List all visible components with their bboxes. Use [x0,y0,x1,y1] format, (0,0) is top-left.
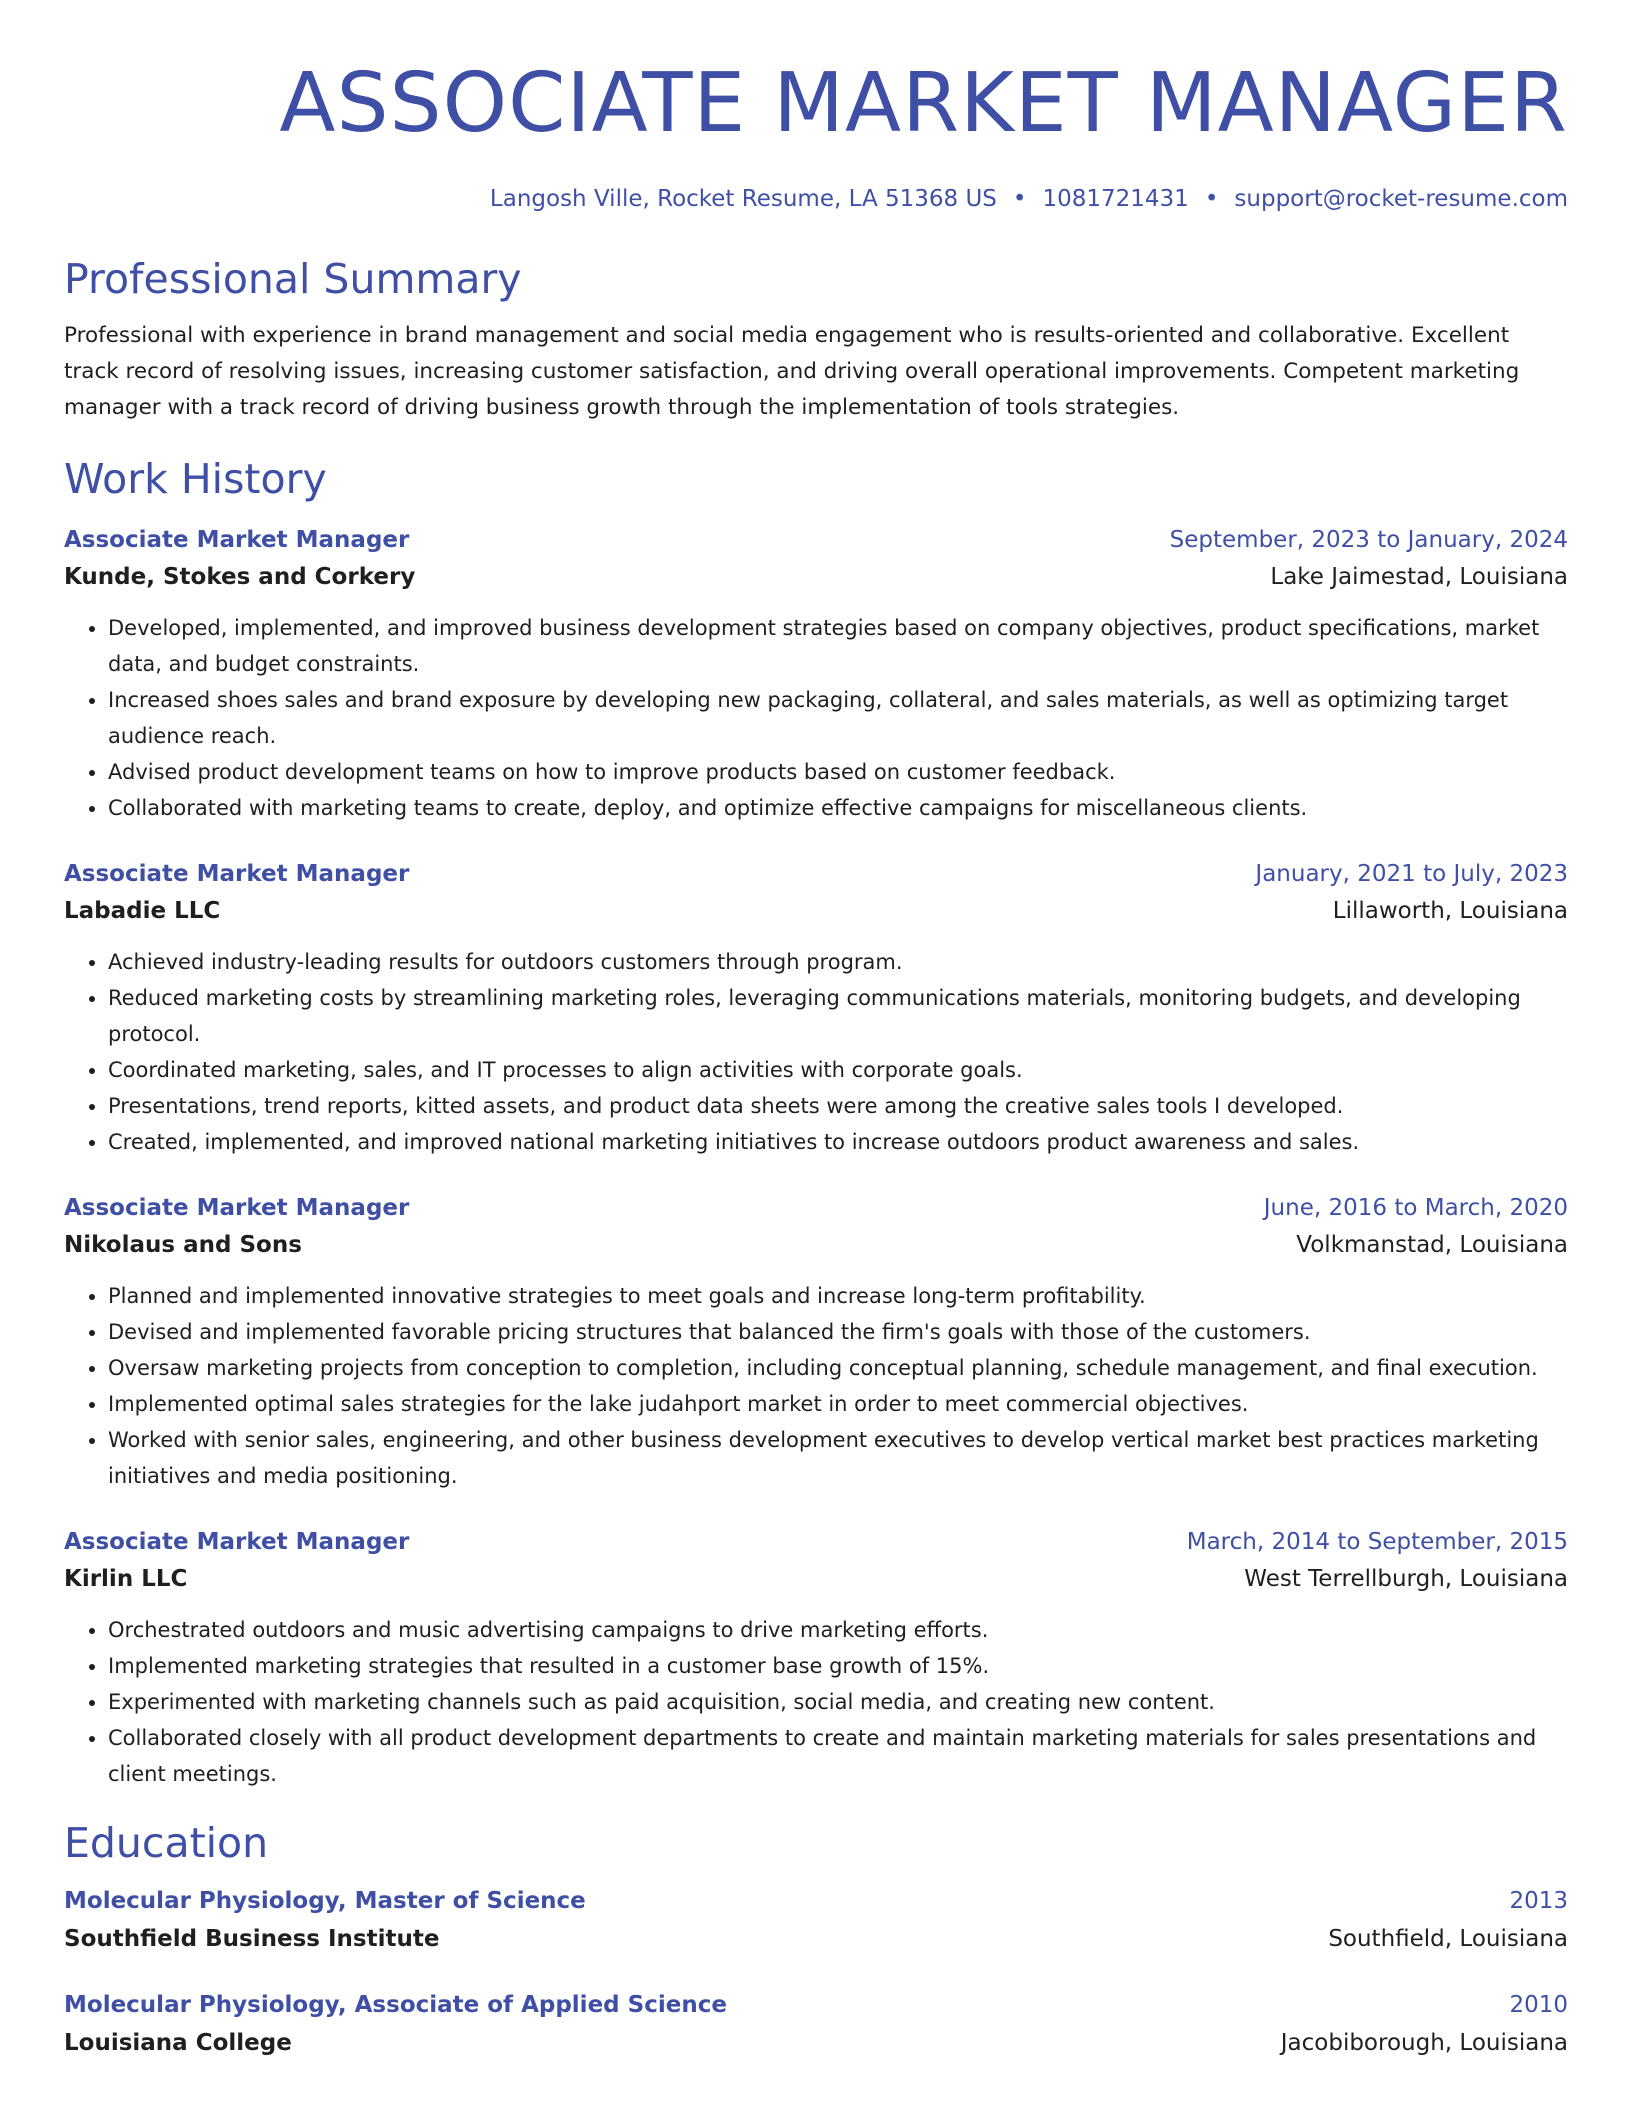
job-bullet: • Collaborated closely with all product development departments to create and maintain marketing materials for sales presentations and client meetings. [108,1720,1568,1792]
job-company-row [64,558,1568,596]
job-dates: March, 2014 to September, 2015 [1186,1529,1568,1555]
education-entry [64,1986,1568,2062]
job-dates: June, 2016 to March, 2020 [1263,1195,1568,1221]
job-bullet: • Worked with senior sales, engineering, and other business development executives to develop vertical market best practices marketing initiatives and media positioning. [108,1422,1568,1494]
job-bullet: • Devised and implemented favorable pricing structures that balanced the firm's goals with those of the customers. [108,1314,1568,1350]
job-company: Kirlin LLC [64,1566,188,1592]
job-title: Associate Market Manager [64,861,410,887]
education-title: Education [64,1819,269,1867]
job-bullets [64,1612,1568,1792]
job-bullet: • Developed, implemented, and improved business development strategies based on company objectives, product specifications, market data, and budget constraints. [108,610,1568,682]
job-bullet: • Planned and implemented innovative strategies to meet goals and increase long-term profitability. [108,1278,1568,1314]
education-location: Southfield, Louisiana [1328,1926,1568,1952]
education-location: Jacobiborough, Louisiana [1280,2030,1568,2056]
job-dates: September, 2023 to January, 2024 [1169,527,1568,553]
candidate-name: ASSOCIATE MARKET MANAGER [279,56,1568,151]
education-section [64,1818,1568,2062]
job-location: Lake Jaimestad, Louisiana [1270,564,1568,590]
job-company: Kunde, Stokes and Corkery [64,564,416,590]
job-bullets [64,1278,1568,1494]
job-bullet: • Increased shoes sales and brand exposure by developing new packaging, collateral, and sales materials, as well as optimizing target audience reach. [108,682,1568,754]
education-degree: Molecular Physiology, Associate of Applied Science [64,1992,727,2018]
contact-separator: • [1012,186,1027,212]
education-school: Southfield Business Institute [64,1926,440,1952]
job-company-row [64,892,1568,930]
job-company: Nikolaus and Sons [64,1232,302,1258]
job-bullets [64,610,1568,826]
summary-title: Professional Summary [64,255,522,303]
work-history-title: Work History [64,455,327,503]
job-location: West Terrellburgh, Louisiana [1244,1566,1568,1592]
job-entry [64,1524,1568,1792]
job-title: Associate Market Manager [64,527,410,553]
job-bullet: • Achieved industry-leading results for outdoors customers through program. [108,944,1568,980]
job-entry [64,856,1568,1160]
summary-text: Professional with experience in brand management and social media engagement who is results-oriented and collaborative. Excellent track record of resolving issues, increasing customer satisfaction, and driving overall operational improvements. Competent marketing manager with a track record of driving business growth through the implementation of tools strategies. [64,323,1520,420]
education-school: Louisiana College [64,2030,292,2056]
job-header-row [64,1524,1568,1560]
contact-email[interactable]: support@rocket-resume.com [1234,186,1568,212]
job-bullet: • Reduced marketing costs by streamlining marketing roles, leveraging communications materials, monitoring budgets, and developing protocol. [108,980,1568,1052]
job-entry [64,522,1568,826]
job-header-row [64,1190,1568,1226]
job-bullet: • Implemented optimal sales strategies for the lake judahport market in order to meet commercial objectives. [108,1386,1568,1422]
job-location: Volkmanstad, Louisiana [1296,1232,1568,1258]
job-bullet: • Presentations, trend reports, kitted assets, and product data sheets were among the creative sales tools I developed. [108,1088,1568,1124]
job-title: Associate Market Manager [64,1529,410,1555]
education-entry [64,1882,1568,1958]
job-company-row [64,1226,1568,1264]
education-header-row [64,1986,1568,2024]
contact-phone: 1081721431 [1042,186,1189,212]
summary-section [64,254,1568,426]
contact-address: Langosh Ville, Rocket Resume, LA 51368 US [489,186,997,212]
job-company-row [64,1560,1568,1598]
job-dates: January, 2021 to July, 2023 [1255,861,1568,887]
job-bullet: • Collaborated with marketing teams to create, deploy, and optimize effective campaigns for miscellaneous clients. [108,790,1568,826]
job-bullets [64,944,1568,1160]
job-bullet: • Oversaw marketing projects from conception to completion, including conceptual planning, schedule management, and final execution. [108,1350,1568,1386]
education-school-row [64,2024,1568,2062]
resume-page [64,0,1568,2062]
job-bullet: • Advised product development teams on how to improve products based on customer feedback. [108,754,1568,790]
education-school-row [64,1920,1568,1958]
job-bullet: • Created, implemented, and improved national marketing initiatives to increase outdoors product awareness and sales. [108,1124,1568,1160]
job-title: Associate Market Manager [64,1195,410,1221]
work-history-section [64,454,1568,1792]
contact-separator: • [1204,186,1219,212]
job-location: Lillaworth, Louisiana [1332,898,1568,924]
job-company: Labadie LLC [64,898,221,924]
job-header-row [64,856,1568,892]
job-bullet: • Orchestrated outdoors and music advertising campaigns to drive marketing efforts. [108,1612,1568,1648]
job-entry [64,1190,1568,1494]
job-bullet: • Experimented with marketing channels such as paid acquisition, social media, and creating new content. [108,1684,1568,1720]
job-bullet: • Implemented marketing strategies that resulted in a customer base growth of 15%. [108,1648,1568,1684]
education-header-row [64,1882,1568,1920]
education-year: 2013 [1509,1888,1568,1914]
education-degree: Molecular Physiology, Master of Science [64,1888,586,1914]
education-year: 2010 [1509,1992,1568,2018]
job-header-row [64,522,1568,558]
job-bullet: • Coordinated marketing, sales, and IT processes to align activities with corporate goals. [108,1052,1568,1088]
contact-line [64,184,1568,214]
